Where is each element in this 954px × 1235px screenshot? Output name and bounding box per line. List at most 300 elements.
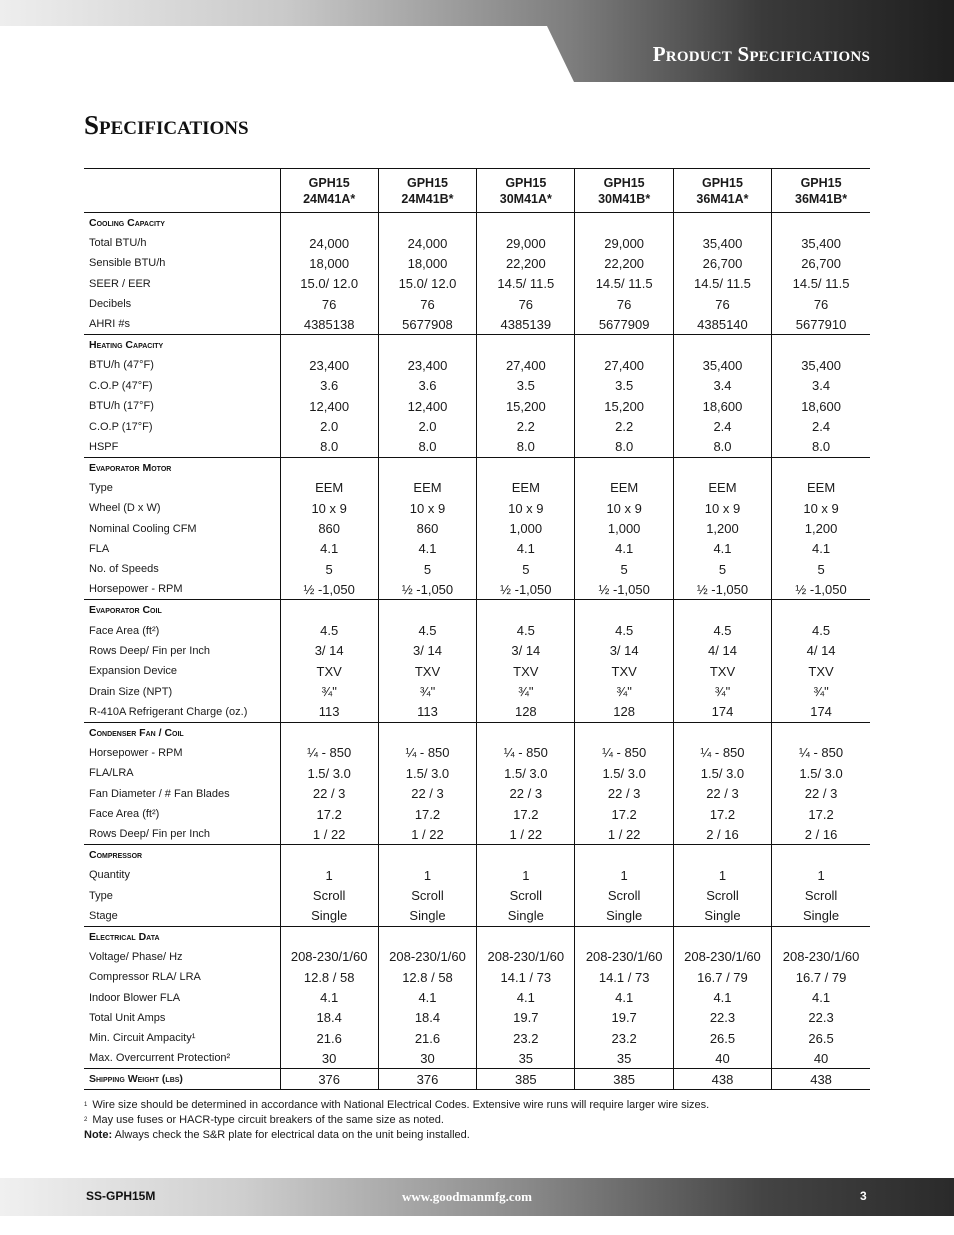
spec-value: 1 [673, 865, 771, 885]
spec-value: 5 [280, 559, 378, 579]
spec-value: ½ -1,050 [673, 580, 771, 600]
table-row [84, 396, 870, 416]
section-spacer-cell [280, 722, 378, 742]
spec-value: 18,600 [673, 396, 771, 416]
row-label: Indoor Blower FLA [89, 991, 181, 1004]
spec-value: 12,400 [378, 396, 476, 416]
spec-value: ¾" [673, 681, 771, 701]
row-label: FLA/LRA [89, 767, 134, 780]
spec-value: 27,400 [477, 355, 575, 375]
spec-value: 26,700 [772, 253, 870, 273]
spec-value: 21.6 [378, 1028, 476, 1048]
row-label: Voltage/ Phase/ Hz [89, 950, 183, 963]
section-header-row [84, 722, 870, 742]
spec-value: 17.2 [673, 804, 771, 824]
row-label: Compressor RLA/ LRA [89, 971, 201, 984]
spec-value: 5 [772, 559, 870, 579]
spec-value: 14.5/ 11.5 [673, 274, 771, 294]
spec-value: 15,200 [575, 396, 673, 416]
spec-value: 21.6 [280, 1028, 378, 1048]
row-label: Min. Circuit Ampacity¹ [89, 1032, 196, 1045]
row-label: C.O.P (47°F) [89, 379, 153, 392]
section-spacer-cell [673, 926, 771, 946]
spec-value: 23.2 [477, 1028, 575, 1048]
row-label: Type [89, 481, 113, 494]
spec-value: ¾" [280, 681, 378, 701]
spec-value: 17.2 [280, 804, 378, 824]
spec-value: 17.2 [575, 804, 673, 824]
spec-value: ¼ - 850 [673, 743, 771, 763]
spec-value: 26,700 [673, 253, 771, 273]
row-label: Face Area (ft²) [89, 808, 160, 821]
spec-value: Single [772, 906, 870, 926]
table-row [84, 987, 870, 1007]
spec-value: Scroll [772, 885, 870, 905]
spec-value: 76 [575, 294, 673, 314]
spec-value: 385 [477, 1069, 575, 1090]
spec-value: 10 x 9 [477, 498, 575, 518]
spec-value: 208-230/1/60 [673, 947, 771, 967]
row-label: C.O.P (17°F) [89, 420, 153, 433]
row-label: Expansion Device [89, 665, 178, 678]
spec-value: 4.1 [378, 987, 476, 1007]
spec-value: 35 [575, 1049, 673, 1069]
section-spacer-cell [477, 335, 575, 355]
spec-value: 17.2 [772, 804, 870, 824]
spec-value: ¼ - 850 [280, 743, 378, 763]
row-label: Horsepower - RPM [89, 746, 183, 759]
spec-value: 1 [772, 865, 870, 885]
spec-value: 1 / 22 [280, 824, 378, 844]
row-label: Quantity [89, 869, 130, 882]
spec-value: 27,400 [575, 355, 673, 375]
spec-value: EEM [575, 478, 673, 498]
spec-value: 12.8 / 58 [378, 967, 476, 987]
table-row [84, 743, 870, 763]
table-row [84, 314, 870, 334]
spec-value: 2.2 [477, 416, 575, 436]
spec-value: 3.4 [673, 376, 771, 396]
row-label: Shipping Weight (lbs) [84, 1069, 280, 1090]
spec-value: 5 [575, 559, 673, 579]
spec-value: 4.1 [673, 987, 771, 1007]
footer-website-link[interactable]: www.goodmanmfg.com [402, 1189, 532, 1204]
spec-value: 19.7 [575, 1008, 673, 1028]
spec-value: 8.0 [280, 437, 378, 457]
spec-value: 22 / 3 [280, 783, 378, 803]
table-row [84, 804, 870, 824]
spec-value: 3/ 14 [378, 641, 476, 661]
section-spacer-cell [378, 845, 476, 865]
spec-value: 385 [575, 1069, 673, 1090]
header-blank-cell [84, 169, 280, 213]
row-label: BTU/h (17°F) [89, 400, 154, 413]
spec-value: 18.4 [378, 1008, 476, 1028]
spec-value: ½ -1,050 [477, 580, 575, 600]
spec-value: ½ -1,050 [575, 580, 673, 600]
spec-value: Scroll [378, 885, 476, 905]
spec-value: 208-230/1/60 [378, 947, 476, 967]
spec-value: 10 x 9 [280, 498, 378, 518]
spec-value: 208-230/1/60 [772, 947, 870, 967]
spec-value: 113 [378, 702, 476, 722]
spec-value: 174 [673, 702, 771, 722]
header-white-tab [0, 26, 574, 82]
spec-value: 22 / 3 [477, 783, 575, 803]
section-spacer-cell [673, 600, 771, 620]
table-row [84, 437, 870, 457]
spec-value: 4385138 [280, 314, 378, 334]
spec-value: 4.5 [477, 620, 575, 640]
spec-value: 1,000 [477, 518, 575, 538]
table-row [84, 824, 870, 844]
row-label: Sensible BTU/h [89, 257, 166, 270]
spec-value: 1.5/ 3.0 [477, 763, 575, 783]
spec-value: 4.1 [280, 987, 378, 1007]
table-row [84, 580, 870, 600]
spec-value: 10 x 9 [673, 498, 771, 518]
section-spacer-cell [280, 600, 378, 620]
spec-value: 35,400 [673, 233, 771, 253]
spec-value: 10 x 9 [378, 498, 476, 518]
spec-value: 208-230/1/60 [280, 947, 378, 967]
section-header-row [84, 457, 870, 477]
section-spacer-cell [673, 335, 771, 355]
spec-value: 4.1 [280, 539, 378, 559]
table-row [84, 355, 870, 375]
section-spacer-cell [280, 213, 378, 233]
spec-value: 4385139 [477, 314, 575, 334]
spec-value: Scroll [673, 885, 771, 905]
table-row [84, 763, 870, 783]
spec-value: 1.5/ 3.0 [280, 763, 378, 783]
section-spacer-cell [673, 457, 771, 477]
spec-value: 4.1 [575, 987, 673, 1007]
spec-value: 4.1 [575, 539, 673, 559]
table-row [84, 947, 870, 967]
spec-value: 3.6 [280, 376, 378, 396]
spec-value: 8.0 [772, 437, 870, 457]
table-row [84, 1028, 870, 1048]
row-label: Rows Deep/ Fin per Inch [84, 824, 280, 844]
note-line: Note: Always check the S&R plate for electrical data on the unit being installed. [84, 1129, 470, 1141]
spec-value: 1 / 22 [378, 824, 476, 844]
spec-value: 76 [477, 294, 575, 314]
section-spacer-cell [378, 457, 476, 477]
row-label: BTU/h (47°F) [89, 359, 154, 372]
spec-value: 438 [673, 1069, 771, 1090]
spec-value: 4.1 [378, 539, 476, 559]
section-spacer-cell [477, 213, 575, 233]
spec-value: 35,400 [772, 233, 870, 253]
spec-value: ½ -1,050 [280, 580, 378, 600]
spec-value: 26.5 [772, 1028, 870, 1048]
spec-value: TXV [280, 661, 378, 681]
row-label: Total BTU/h [89, 237, 147, 250]
spec-value: TXV [378, 661, 476, 681]
spec-value: 14.1 / 73 [575, 967, 673, 987]
spec-value: 18,000 [378, 253, 476, 273]
spec-value: Single [575, 906, 673, 926]
section-title: Compressor [89, 849, 143, 862]
section-spacer-cell [772, 845, 870, 865]
table-row [84, 885, 870, 905]
spec-value: 40 [772, 1049, 870, 1069]
section-spacer-cell [772, 335, 870, 355]
spec-value: 18.4 [280, 1008, 378, 1028]
spec-value: 24,000 [378, 233, 476, 253]
model-column-header: GPH15 30M41A* [477, 169, 575, 213]
row-label: Nominal Cooling CFM [89, 522, 197, 535]
spec-value: 29,000 [477, 233, 575, 253]
spec-value: ¾" [477, 681, 575, 701]
spec-value: 15.0/ 12.0 [280, 274, 378, 294]
row-label: AHRI #s [84, 314, 280, 334]
spec-value: ¾" [378, 681, 476, 701]
spec-value: 1.5/ 3.0 [575, 763, 673, 783]
spec-value: 15,200 [477, 396, 575, 416]
spec-value: 5 [477, 559, 575, 579]
spec-value: 3.5 [575, 376, 673, 396]
spec-value: 35 [477, 1049, 575, 1069]
table-row [84, 498, 870, 518]
specifications-table [84, 168, 870, 1090]
spec-value: ¾" [575, 681, 673, 701]
section-title: Evaporator Coil [89, 604, 162, 617]
table-row [84, 906, 870, 926]
spec-value: EEM [280, 478, 378, 498]
spec-value: 23,400 [280, 355, 378, 375]
section-spacer-cell [280, 335, 378, 355]
spec-value: 4385140 [673, 314, 771, 334]
row-label: SEER / EER [89, 277, 151, 290]
spec-value: 1 [378, 865, 476, 885]
footnotes [84, 1098, 884, 1143]
row-label: Rows Deep/ Fin per Inch [89, 644, 211, 657]
footer-page-number: 3 [860, 1189, 867, 1203]
spec-value: 2 / 16 [673, 824, 771, 844]
section-spacer-cell [477, 600, 575, 620]
section-spacer-cell [378, 600, 476, 620]
spec-value: 1 [280, 865, 378, 885]
table-row [84, 294, 870, 314]
row-label: Type [89, 889, 113, 902]
spec-value: 3/ 14 [477, 641, 575, 661]
row-label: Max. Overcurrent Protection² [84, 1049, 280, 1069]
spec-value: 5677910 [772, 314, 870, 334]
row-label: Total Unit Amps [89, 1011, 166, 1024]
spec-value: 17.2 [378, 804, 476, 824]
section-header-row [84, 600, 870, 620]
table-row [84, 559, 870, 579]
spec-value: 76 [280, 294, 378, 314]
spec-value: 4.1 [477, 987, 575, 1007]
row-label: Fan Diameter / # Fan Blades [89, 787, 230, 800]
spec-value: TXV [575, 661, 673, 681]
spec-value: 12,400 [280, 396, 378, 416]
table-row [84, 702, 870, 722]
header-title: Product Specifications [652, 42, 870, 66]
spec-value: 4.1 [673, 539, 771, 559]
spec-value: Single [378, 906, 476, 926]
spec-value: 1 / 22 [477, 824, 575, 844]
section-spacer-cell [575, 926, 673, 946]
shipping-weight-row [84, 1069, 870, 1090]
section-title: Cooling Capacity [89, 216, 165, 229]
section-spacer-cell [772, 213, 870, 233]
table-row [84, 641, 870, 661]
section-spacer-cell [673, 213, 771, 233]
spec-value: 10 x 9 [772, 498, 870, 518]
spec-value: TXV [673, 661, 771, 681]
table-header-row [84, 169, 870, 213]
section-spacer-cell [378, 213, 476, 233]
spec-value: 35,400 [673, 355, 771, 375]
table-row [84, 253, 870, 273]
spec-value: 4.1 [772, 539, 870, 559]
section-spacer-cell [575, 600, 673, 620]
spec-value: 18,600 [772, 396, 870, 416]
spec-value: 14.5/ 11.5 [772, 274, 870, 294]
model-column-header: GPH15 24M41A* [280, 169, 378, 213]
spec-value: 40 [673, 1049, 771, 1069]
spec-value: 1 [477, 865, 575, 885]
spec-value: 29,000 [575, 233, 673, 253]
section-spacer-cell [280, 845, 378, 865]
section-spacer-cell [772, 722, 870, 742]
spec-value: 2.2 [575, 416, 673, 436]
spec-value: ¼ - 850 [477, 743, 575, 763]
table-row [84, 478, 870, 498]
spec-value: 174 [772, 702, 870, 722]
spec-value: 2.0 [378, 416, 476, 436]
table-row [84, 967, 870, 987]
spec-value: 1,200 [772, 518, 870, 538]
row-label: Horsepower - RPM [84, 580, 280, 600]
spec-value: 1 / 22 [575, 824, 673, 844]
spec-value: 22,200 [575, 253, 673, 273]
section-spacer-cell [477, 926, 575, 946]
section-title: Electrical Data [89, 930, 160, 943]
table-row [84, 783, 870, 803]
spec-value: 208-230/1/60 [575, 947, 673, 967]
spec-value: 5 [673, 559, 771, 579]
section-spacer-cell [477, 722, 575, 742]
table-row [84, 681, 870, 701]
spec-value: 438 [772, 1069, 870, 1090]
spec-value: Scroll [280, 885, 378, 905]
table-row [84, 518, 870, 538]
spec-value: 4.5 [378, 620, 476, 640]
spec-value: ¼ - 850 [772, 743, 870, 763]
model-column-header: GPH15 30M41B* [575, 169, 673, 213]
spec-value: 8.0 [575, 437, 673, 457]
spec-value: 4.1 [772, 987, 870, 1007]
spec-value: 22.3 [772, 1008, 870, 1028]
spec-value: Single [673, 906, 771, 926]
spec-value: 16.7 / 79 [772, 967, 870, 987]
model-column-header: GPH15 36M41A* [673, 169, 771, 213]
section-spacer-cell [772, 926, 870, 946]
spec-value: ¾" [772, 681, 870, 701]
table-row [84, 233, 870, 253]
spec-value: 18,000 [280, 253, 378, 273]
spec-value: 23.2 [575, 1028, 673, 1048]
spec-value: 4/ 14 [772, 641, 870, 661]
section-header-row [84, 213, 870, 233]
spec-value: 5677908 [378, 314, 476, 334]
footnote-1: $^1$ Wire size should be determined in accordance with National Electrical Codes. Extensive wire runs will require larger wire sizes. [84, 1099, 710, 1111]
section-spacer-cell [280, 926, 378, 946]
spec-value: 14.1 / 73 [477, 967, 575, 987]
row-label: R-410A Refrigerant Charge (oz.) [84, 702, 280, 722]
section-spacer-cell [575, 213, 673, 233]
spec-value: 35,400 [772, 355, 870, 375]
spec-value: 1.5/ 3.0 [772, 763, 870, 783]
spec-value: TXV [772, 661, 870, 681]
section-spacer-cell [575, 335, 673, 355]
section-spacer-cell [477, 457, 575, 477]
section-title: Evaporator Motor [89, 461, 172, 474]
spec-value: 30 [280, 1049, 378, 1069]
spec-value: 3/ 14 [280, 641, 378, 661]
section-header-row [84, 335, 870, 355]
spec-value: 4.1 [477, 539, 575, 559]
section-spacer-cell [772, 457, 870, 477]
spec-value: 3.4 [772, 376, 870, 396]
spec-value: 2 / 16 [772, 824, 870, 844]
table-row [84, 620, 870, 640]
section-title: Heating Capacity [89, 339, 164, 352]
spec-value: 860 [280, 518, 378, 538]
spec-value: 19.7 [477, 1008, 575, 1028]
spec-value: 2.4 [772, 416, 870, 436]
spec-value: 2.0 [280, 416, 378, 436]
spec-value: 22 / 3 [772, 783, 870, 803]
spec-value: 4.5 [673, 620, 771, 640]
spec-value: 30 [378, 1049, 476, 1069]
spec-value: 113 [280, 702, 378, 722]
spec-value: Single [280, 906, 378, 926]
spec-value: 4.5 [280, 620, 378, 640]
section-spacer-cell [378, 722, 476, 742]
section-title: Condenser Fan / Coil [89, 726, 184, 739]
spec-value: 1,000 [575, 518, 673, 538]
spec-value: 15.0/ 12.0 [378, 274, 476, 294]
row-label: FLA [89, 542, 110, 555]
spec-value: 5677909 [575, 314, 673, 334]
table-row [84, 661, 870, 681]
row-label: Decibels [89, 298, 132, 311]
spec-value: Single [477, 906, 575, 926]
model-column-header: GPH15 36M41B* [772, 169, 870, 213]
spec-value: 12.8 / 58 [280, 967, 378, 987]
section-spacer-cell [378, 335, 476, 355]
spec-value: EEM [378, 478, 476, 498]
section-spacer-cell [772, 600, 870, 620]
spec-value: 8.0 [378, 437, 476, 457]
spec-value: 23,400 [378, 355, 476, 375]
footnote-2: $^2$ May use fuses or HACR-type circuit breakers of the same size as noted. [84, 1114, 444, 1126]
section-spacer-cell [673, 845, 771, 865]
spec-value: 128 [575, 702, 673, 722]
spec-value: 22 / 3 [378, 783, 476, 803]
spec-value: ½ -1,050 [378, 580, 476, 600]
spec-value: 76 [673, 294, 771, 314]
spec-value: 76 [378, 294, 476, 314]
spec-value: 8.0 [673, 437, 771, 457]
spec-value: 14.5/ 11.5 [477, 274, 575, 294]
